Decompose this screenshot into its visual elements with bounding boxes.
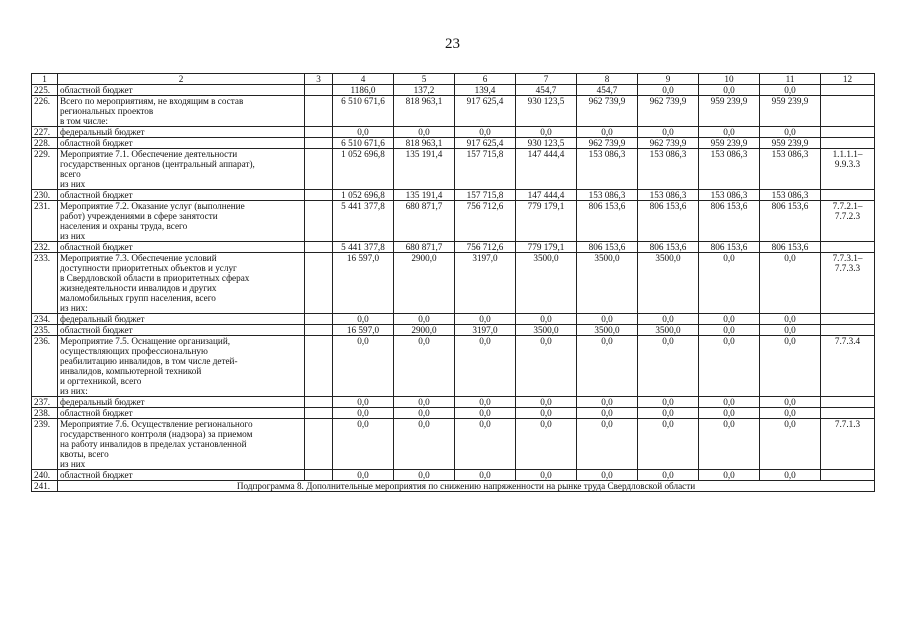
row-target-code: [821, 397, 875, 408]
row-value: 153 086,3: [760, 190, 821, 201]
row-number: 229.: [32, 149, 58, 190]
row-value: 3500,0: [577, 325, 638, 336]
row-value: 959 239,9: [760, 138, 821, 149]
row-value: 0,0: [333, 127, 394, 138]
row-number: 230.: [32, 190, 58, 201]
row-value: 806 153,6: [760, 201, 821, 242]
column-header-5: 5: [394, 74, 455, 85]
row-value: 147 444,4: [516, 190, 577, 201]
row-value: 806 153,6: [577, 201, 638, 242]
row-number: 237.: [32, 397, 58, 408]
row-value: 147 444,4: [516, 149, 577, 190]
row-value: 0,0: [577, 314, 638, 325]
row-target-code: [821, 85, 875, 96]
row-col3: [305, 470, 333, 481]
row-value: 806 153,6: [699, 201, 760, 242]
row-value: 0,0: [455, 408, 516, 419]
table-row: [32, 325, 875, 336]
row-target-code: [821, 242, 875, 253]
row-value: 6 510 671,6: [333, 96, 394, 127]
column-header-9: 9: [638, 74, 699, 85]
row-value: 779 179,1: [516, 201, 577, 242]
row-value: 454,7: [577, 85, 638, 96]
row-value: 0,0: [333, 314, 394, 325]
column-header-8: 8: [577, 74, 638, 85]
row-target-code: [821, 408, 875, 419]
subprogram-title: Подпрограмма 8. Дополнительные мероприятия по снижению напряженности на рынке труда Свердловской области: [58, 481, 875, 492]
row-col3: [305, 419, 333, 470]
row-value: 1186,0: [333, 85, 394, 96]
row-value: 153 086,3: [699, 190, 760, 201]
row-value: 3500,0: [638, 325, 699, 336]
row-value: 917 625,4: [455, 138, 516, 149]
row-value: 0,0: [516, 314, 577, 325]
row-col3: [305, 85, 333, 96]
row-value: 0,0: [455, 336, 516, 397]
row-value: 930 123,5: [516, 96, 577, 127]
row-value: 959 239,9: [699, 138, 760, 149]
row-value: 962 739,9: [577, 138, 638, 149]
row-value: 0,0: [333, 419, 394, 470]
row-number: 225.: [32, 85, 58, 96]
row-col3: [305, 242, 333, 253]
row-name: Мероприятие 7.6. Осуществление регионального государственного контроля (надзора) за приемом на работу инвалидов в пределах установленной квоты, всего из них: [58, 419, 305, 470]
row-value: 0,0: [699, 253, 760, 314]
subprogram-row: [32, 481, 875, 492]
row-number: 233.: [32, 253, 58, 314]
row-col3: [305, 314, 333, 325]
row-value: 0,0: [699, 419, 760, 470]
row-value: 0,0: [699, 325, 760, 336]
row-value: 0,0: [638, 419, 699, 470]
row-number: 238.: [32, 408, 58, 419]
column-header-2: 2: [58, 74, 305, 85]
budget-table: [31, 73, 875, 492]
row-value: 0,0: [394, 336, 455, 397]
row-value: 3197,0: [455, 325, 516, 336]
row-name: федеральный бюджет: [58, 127, 305, 138]
row-value: 2900,0: [394, 325, 455, 336]
row-value: 0,0: [760, 419, 821, 470]
row-number: 234.: [32, 314, 58, 325]
row-value: 0,0: [760, 397, 821, 408]
row-value: 0,0: [516, 336, 577, 397]
table-row: [32, 242, 875, 253]
row-value: 756 712,6: [455, 201, 516, 242]
row-value: 930 123,5: [516, 138, 577, 149]
row-value: 806 153,6: [760, 242, 821, 253]
row-number: 228.: [32, 138, 58, 149]
row-value: 0,0: [455, 419, 516, 470]
row-value: 0,0: [455, 397, 516, 408]
row-name: Мероприятие 7.1. Обеспечение деятельности государственных органов (центральный аппарат), всего из них: [58, 149, 305, 190]
row-value: 0,0: [577, 470, 638, 481]
row-value: 0,0: [394, 397, 455, 408]
row-number: 240.: [32, 470, 58, 481]
row-value: 0,0: [638, 470, 699, 481]
row-target-code: [821, 96, 875, 127]
row-number: 231.: [32, 201, 58, 242]
column-header-12: 12: [821, 74, 875, 85]
row-value: 0,0: [699, 397, 760, 408]
row-value: 153 086,3: [577, 149, 638, 190]
row-value: 0,0: [699, 336, 760, 397]
row-col3: [305, 325, 333, 336]
row-value: 959 239,9: [699, 96, 760, 127]
row-col3: [305, 96, 333, 127]
table-body: [32, 74, 875, 492]
row-value: 3500,0: [577, 253, 638, 314]
row-value: 2900,0: [394, 253, 455, 314]
row-value: 0,0: [516, 127, 577, 138]
row-name: областной бюджет: [58, 85, 305, 96]
row-value: 3197,0: [455, 253, 516, 314]
page-number: 23: [445, 36, 460, 52]
row-name: областной бюджет: [58, 242, 305, 253]
row-value: 0,0: [516, 419, 577, 470]
row-value: 962 739,9: [577, 96, 638, 127]
row-target-code: [821, 127, 875, 138]
row-target-code: [821, 190, 875, 201]
row-target-code: 7.7.2.1– 7.7.2.3: [821, 201, 875, 242]
row-name: Мероприятие 7.2. Оказание услуг (выполнение работ) учреждениями в сфере занятости населения и охраны труда, всего из них: [58, 201, 305, 242]
row-value: 680 871,7: [394, 201, 455, 242]
row-value: 6 510 671,6: [333, 138, 394, 149]
row-value: 756 712,6: [455, 242, 516, 253]
row-value: 0,0: [577, 336, 638, 397]
row-col3: [305, 201, 333, 242]
row-value: 157 715,8: [455, 190, 516, 201]
table-row: [32, 201, 875, 242]
row-value: 0,0: [699, 85, 760, 96]
table-row: [32, 127, 875, 138]
row-value: 0,0: [455, 314, 516, 325]
row-value: 0,0: [394, 314, 455, 325]
row-value: 3500,0: [638, 253, 699, 314]
table-row: [32, 314, 875, 325]
row-value: 0,0: [577, 408, 638, 419]
row-value: 0,0: [394, 419, 455, 470]
row-value: 3500,0: [516, 253, 577, 314]
row-target-code: 1.1.1.1– 9.9.3.3: [821, 149, 875, 190]
row-number: 235.: [32, 325, 58, 336]
row-name: федеральный бюджет: [58, 314, 305, 325]
row-name: областной бюджет: [58, 138, 305, 149]
row-value: 135 191,4: [394, 190, 455, 201]
row-value: 0,0: [760, 408, 821, 419]
row-value: 0,0: [699, 470, 760, 481]
table-row: [32, 408, 875, 419]
table-row: [32, 85, 875, 96]
row-target-code: 7.7.3.1– 7.7.3.3: [821, 253, 875, 314]
row-col3: [305, 336, 333, 397]
row-number: 226.: [32, 96, 58, 127]
row-value: 680 871,7: [394, 242, 455, 253]
row-value: 962 739,9: [638, 96, 699, 127]
row-value: 153 086,3: [638, 149, 699, 190]
row-value: 0,0: [699, 314, 760, 325]
row-value: 0,0: [760, 127, 821, 138]
row-value: 139,4: [455, 85, 516, 96]
row-value: 806 153,6: [699, 242, 760, 253]
row-value: 0,0: [760, 336, 821, 397]
row-number: 239.: [32, 419, 58, 470]
row-col3: [305, 127, 333, 138]
row-value: 0,0: [333, 397, 394, 408]
row-value: 806 153,6: [638, 201, 699, 242]
row-value: 0,0: [760, 253, 821, 314]
row-value: 0,0: [394, 408, 455, 419]
row-name: областной бюджет: [58, 408, 305, 419]
row-value: 153 086,3: [760, 149, 821, 190]
row-value: 0,0: [638, 127, 699, 138]
row-number: 227.: [32, 127, 58, 138]
row-value: 0,0: [760, 325, 821, 336]
row-target-code: [821, 470, 875, 481]
row-value: 0,0: [699, 127, 760, 138]
row-col3: [305, 408, 333, 419]
row-number: 241.: [32, 481, 58, 492]
row-name: федеральный бюджет: [58, 397, 305, 408]
row-target-code: [821, 138, 875, 149]
row-value: 157 715,8: [455, 149, 516, 190]
row-value: 1 052 696,8: [333, 190, 394, 201]
row-value: 5 441 377,8: [333, 201, 394, 242]
row-value: 0,0: [760, 470, 821, 481]
column-header-3: 3: [305, 74, 333, 85]
table-row: [32, 190, 875, 201]
row-name: областной бюджет: [58, 190, 305, 201]
table-row: [32, 138, 875, 149]
table-row: [32, 470, 875, 481]
row-value: 0,0: [333, 408, 394, 419]
row-col3: [305, 149, 333, 190]
column-header-10: 10: [699, 74, 760, 85]
row-target-code: [821, 314, 875, 325]
row-name: областной бюджет: [58, 325, 305, 336]
row-value: 0,0: [516, 397, 577, 408]
row-value: 0,0: [333, 470, 394, 481]
row-col3: [305, 138, 333, 149]
row-value: 0,0: [516, 408, 577, 419]
row-name: Всего по мероприятиям, не входящим в состав региональных проектов в том числе:: [58, 96, 305, 127]
row-value: 0,0: [577, 397, 638, 408]
column-header-4: 4: [333, 74, 394, 85]
row-value: 779 179,1: [516, 242, 577, 253]
row-value: 153 086,3: [699, 149, 760, 190]
row-value: 0,0: [699, 408, 760, 419]
table-row: [32, 96, 875, 127]
row-value: 0,0: [638, 314, 699, 325]
row-target-code: 7.7.1.3: [821, 419, 875, 470]
row-value: 0,0: [516, 470, 577, 481]
row-name: Мероприятие 7.3. Обеспечение условий доступности приоритетных объектов и услуг в Свердловской области в приоритетных сферах жизнедеятельности инвалидов и других маломобильных групп населения, всего из них:: [58, 253, 305, 314]
row-value: 0,0: [760, 85, 821, 96]
row-value: 135 191,4: [394, 149, 455, 190]
row-col3: [305, 190, 333, 201]
row-name: Мероприятие 7.5. Оснащение организаций, осуществляющих профессиональную реабилитацию инвалидов, в том числе детей- инвалидов, компьютерной техникой и оргтехникой, всего из них:: [58, 336, 305, 397]
row-value: 959 239,9: [760, 96, 821, 127]
table-row: [32, 419, 875, 470]
row-target-code: 7.7.3.4: [821, 336, 875, 397]
row-value: 0,0: [394, 127, 455, 138]
column-header-6: 6: [455, 74, 516, 85]
row-value: 806 153,6: [638, 242, 699, 253]
column-header-1: 1: [32, 74, 58, 85]
table-row: [32, 397, 875, 408]
table-row: [32, 336, 875, 397]
row-target-code: [821, 325, 875, 336]
row-value: 0,0: [638, 408, 699, 419]
row-value: 962 739,9: [638, 138, 699, 149]
row-value: 16 597,0: [333, 253, 394, 314]
row-value: 818 963,1: [394, 96, 455, 127]
row-value: 1 052 696,8: [333, 149, 394, 190]
row-value: 0,0: [760, 314, 821, 325]
row-value: 153 086,3: [638, 190, 699, 201]
row-value: 16 597,0: [333, 325, 394, 336]
row-value: 806 153,6: [577, 242, 638, 253]
row-value: 0,0: [638, 397, 699, 408]
table-row: [32, 149, 875, 190]
row-value: 153 086,3: [577, 190, 638, 201]
row-value: 0,0: [455, 470, 516, 481]
row-name: областной бюджет: [58, 470, 305, 481]
row-value: 3500,0: [516, 325, 577, 336]
row-value: 0,0: [577, 419, 638, 470]
column-header-11: 11: [760, 74, 821, 85]
row-col3: [305, 397, 333, 408]
row-value: 137,2: [394, 85, 455, 96]
row-value: 5 441 377,8: [333, 242, 394, 253]
row-value: 454,7: [516, 85, 577, 96]
row-col3: [305, 253, 333, 314]
column-number-row: [32, 74, 875, 85]
row-value: 0,0: [333, 336, 394, 397]
row-value: 0,0: [455, 127, 516, 138]
row-number: 232.: [32, 242, 58, 253]
row-value: 0,0: [577, 127, 638, 138]
table-row: [32, 253, 875, 314]
row-value: 0,0: [638, 336, 699, 397]
row-value: 0,0: [394, 470, 455, 481]
row-value: 0,0: [638, 85, 699, 96]
column-header-7: 7: [516, 74, 577, 85]
row-number: 236.: [32, 336, 58, 397]
row-value: 917 625,4: [455, 96, 516, 127]
row-value: 818 963,1: [394, 138, 455, 149]
